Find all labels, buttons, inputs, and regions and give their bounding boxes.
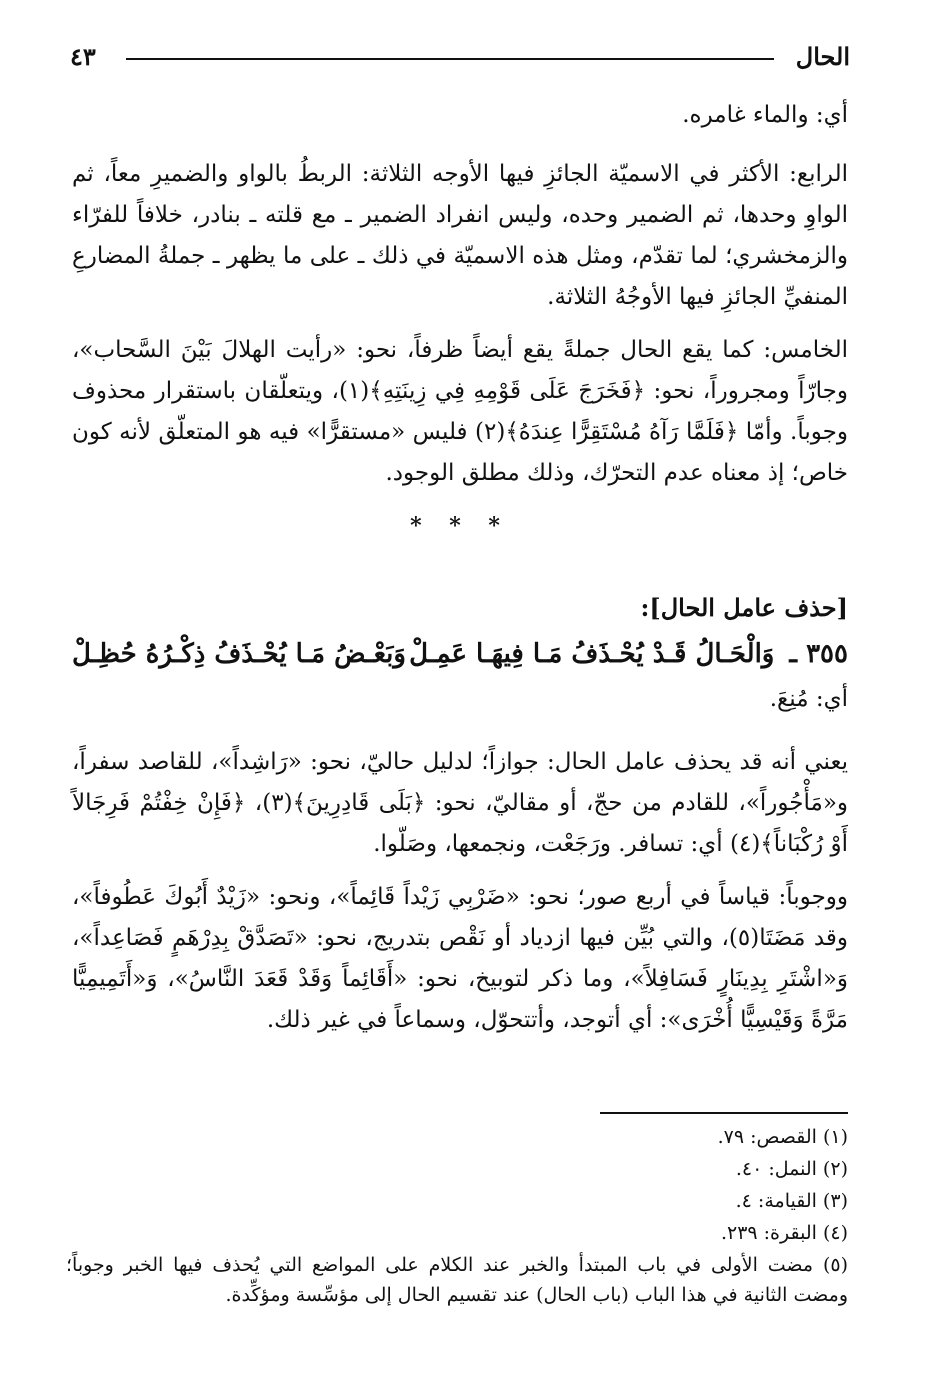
verse-first-hemistich (409, 634, 848, 675)
running-title: الحال (795, 42, 850, 71)
paragraph: يعني أنه قد يحذف عامل الحال: جوازاً؛ لدليل حاليّ، نحو: «رَاشِداً»، للقاصد سفراً، و«مَأْجُوراً»، للقادم من حجّ، أو مقاليّ، نحو: ﴿بَلَى قَادِرِينَ﴾(٣)، ﴿فَإِنْ خِفْتُمْ فَرِجَالاً أَوْ رُكْبَاناً﴾(٤) أي: تسافر. ورَجَعْت، ونجمعها، وصَلّوا. (72, 749, 849, 857)
section-heading: [حذف عامل الحال]: (640, 593, 848, 622)
verse-number: ٣٥٥ ـ (789, 639, 848, 669)
header-rule (126, 58, 774, 60)
footnotes (66, 1122, 848, 1312)
footnote-divider (600, 1112, 848, 1114)
footnote: (٥) مضت الأولى في باب المبتدأ والخبر عند الكلام على المواضع التي يُحذف فيها الخبر وجوباً؛ ومضت الثانية في هذا الباب (باب الحال) عند تقسيم الحال إلى مؤسِّسة ومؤكِّدة. (66, 1254, 848, 1306)
footnote: (١) القصص: ٧٩. (717, 1126, 848, 1148)
footnote: (٤) البقرة: ٢٣٩. (720, 1222, 848, 1244)
page-number: ٤٣ (70, 42, 96, 71)
paragraph: الخامس: كما يقع الحال جملةً يقع أيضاً ظرفاً، نحو: «رأيت الهلالَ بَيْنَ السَّحاب»، وجارّاً ومجروراً، نحو: ﴿فَخَرَجَ عَلَى قَوْمِهِ فِي زِينَتِهِ﴾(١)، ويتعلّقان باستقرار محذوف وجوباً. وأمّا ﴿فَلَمَّا رَآهُ مُسْتَقِرًّا عِندَهُ﴾(٢) فليس «مستقرًّا» فيه هو المتعلّق لأنه كون خاص؛ إذ معناه عدم التحرّك، وذلك مطلق الوجود. (72, 337, 848, 486)
page-header (70, 40, 850, 76)
verse-gloss: أي: مُنِعَ. (769, 686, 848, 712)
section-separator: * * * (410, 513, 510, 539)
paragraph: ووجوباً: قياساً في أربع صور؛ نحو: «ضَرْبِي زَيْداً قَائِماً»، ونحو: «زَيْدٌ أَبُوكَ عَطُوفاً»، وقد مَضَتَا(٥)، والتي بُيِّن فيها ازدياد أو نَقْص بتدريج، نحو: «تَصَدَّقْ بِدِرْهَمٍ فَصَاعِداً»، وَ«اشْتَرِ بِدِينَارٍ فَسَافِلاً»، وما ذكر لتوبيخ، نحو: «أَقَائِماً وَقَدْ قَعَدَ النَّاسُ»، وَ«أَتَمِيمِيًّا مَرَّةً وَقَيْسِيًّا أُخْرَى»: أي أتوجد، وأتتحوّل، وسماعاً في غير ذلك. (72, 884, 849, 1033)
footnote: (٣) القيامة: ٤. (735, 1190, 848, 1212)
poem-verse (72, 634, 848, 675)
verse-part-2: وَبَعْـضُ مَـا يُحْـذَفُ ذِكْـرُهُ حُظِـلْ (72, 639, 406, 669)
verse-part-1: وَالْحَـالُ قَـدْ يُحْـذَفُ مَـا فِيهَـا عَمِـلْ (409, 639, 775, 669)
paragraph: أي: والماء غامره. (682, 102, 848, 128)
main-text (72, 95, 848, 1053)
footnote: (٢) النمل: ٤٠. (735, 1158, 848, 1180)
paragraph: الرابع: الأكثر في الاسميّة الجائزِ فيها الأوجه الثلاثة: الربطُ بالواو والضميرِ معاً، ثم الواوِ وحدها، ثم الضمير وحده، وليس انفراد الضمير ـ مع قلته ـ بنادر، خلافاً للفرّاء والزمخشري؛ لما تقدّم، ومثل هذه الاسميّة في ذلك ـ على ما يظهر ـ جملةُ المضارعِ المنفيِّ الجائزِ فيها الأوجُهُ الثلاثة. (72, 161, 848, 310)
